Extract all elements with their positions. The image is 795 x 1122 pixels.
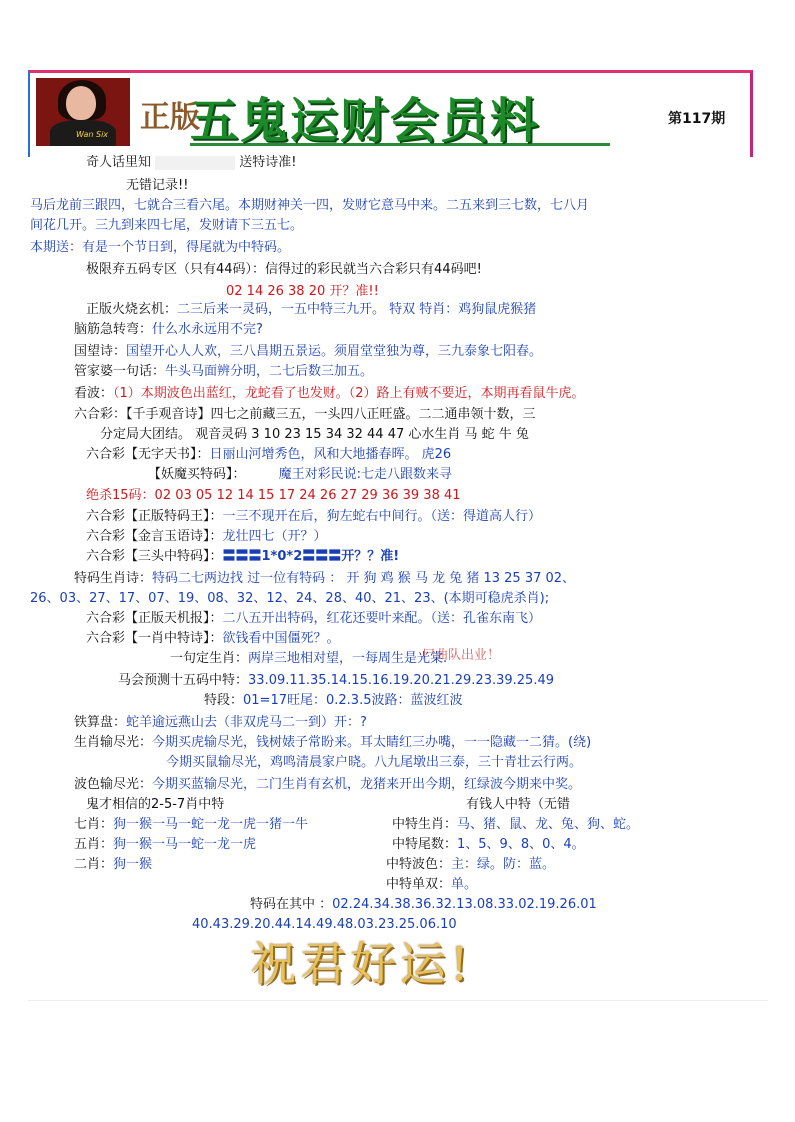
line-32a: 鬼才相信的2-5-7肖中特 xyxy=(86,797,225,812)
line-3: 马后龙前三跟四，七就合三看六尾。本期财神关一四，发财它意马中来。二五来到三七数，七八月 xyxy=(30,198,590,213)
line-15: 六合彩【无字天书】：日丽山河增秀色，风和大地播春晖。 虎26 xyxy=(86,447,452,462)
line-25: 一句定生肖：两岸三地相对望，一每周生是光棠. xyxy=(170,651,448,666)
line-7: 02 14 26 38 20 开？准!! xyxy=(226,284,379,299)
member-photo xyxy=(36,78,130,146)
red-smear-text: 尸曲队出业！ xyxy=(422,648,501,663)
line-21: 特码生肖诗：特码二七两边找 过一位有特码 ： 开 狗 鸡 猴 马 龙 兔 猪 13 25 37 02、 xyxy=(74,571,576,586)
footer-divider xyxy=(28,1000,768,1001)
line-5: 本期送：有是一个节日到，得尾就为中特码。 xyxy=(30,240,291,255)
line-34-left: 五肖：狗一猴一马一蛇一龙一虎 xyxy=(74,837,257,852)
line-9: 脑筋急转弯：什么水永远用不完? xyxy=(74,322,263,337)
line-26: 马会预测十五码中特：33.09.11.35.14.15.16.19.20.21.29.23.39.25.49 xyxy=(118,673,554,688)
line-1: 奇人话里知 送特诗准! xyxy=(86,155,297,170)
line-29: 生肖输尽光：今期买虎输尽光，钱树婊子常盼来。耳太睛红三办嘴，一一隐藏一二猜。(绕) xyxy=(74,735,592,750)
line-16: 【妖魔买特码】： 魔王对彩民说:七走八跟数来寻 xyxy=(148,467,452,482)
line-8: 正版火烧玄机：二三后来一灵码，一五中特三九开。 特双 特肖：鸡狗鼠虎猴猪 xyxy=(86,302,537,317)
line-31: 波色输尽光：今期买蓝输尽光，二门生肖有玄机，龙猪来开出今期，红绿波今期来中奖。 xyxy=(74,777,582,792)
line-17: 绝杀15码：02 03 05 12 14 15 17 24 26 27 29 36 39 38 41 xyxy=(86,488,461,503)
line-32b: 有钱人中特（无错 xyxy=(466,797,571,812)
line-37: 特码在其中 ：02.24.34.38.36.32.13.08.33.02.19.26.01 xyxy=(250,897,597,912)
good-luck-blessing: 祝君好运! xyxy=(250,937,473,991)
photo-caption: Wan Six xyxy=(76,130,109,139)
line-6: 极限弃五码专区（只有44码）：信得过的彩民就当六合彩只有44码吧! xyxy=(86,262,482,277)
line-34-right: 中特尾数：1、5、9、8、0、4。 xyxy=(392,837,585,852)
line-10: 国望诗：国望开心人人欢，三八昌期五景运。须眉堂堂独为尊，三九泰象七阳春。 xyxy=(74,344,543,359)
line-20: 六合彩【三头中特码】：〓〓〓1*0*2〓〓〓开？？准! xyxy=(86,549,400,564)
line-24: 六合彩【一肖中特诗】：欲钱看中国僵死？。 xyxy=(86,631,340,646)
line-38: 40.43.29.20.44.14.49.48.03.23.25.06.10 xyxy=(192,917,457,932)
line-23: 六合彩【正版天机报】：二八五开出特码，红花还要叶来配。（送：孔雀东南飞） xyxy=(86,611,542,626)
line-36: 中特单双：单。 xyxy=(386,877,478,892)
line-14: 分定局大团结。 观音灵码 3 10 23 15 34 32 44 47 心水生肖 马 蛇 牛 兔 xyxy=(100,427,529,442)
line-35-right: 中特波色：主：绿。防：蓝。 xyxy=(386,857,556,872)
page-title: 五鬼运财会员料 xyxy=(190,93,541,149)
redacted-blank xyxy=(155,156,235,170)
issue-number: 第117期 xyxy=(668,111,726,127)
line-28: 铁算盘：蛇羊逾远燕山去（非双虎马二一到）开：? xyxy=(74,715,367,730)
line-13: 六合彩：【千手观音诗】四七之前藏三五，一头四八正旺盛。二二通串领十数，三 xyxy=(74,407,536,422)
line-30: 今期买鼠输尽光，鸡鸣清晨家户晓。八九尾墩出三泰，三十青壮云行两。 xyxy=(166,755,583,770)
line-33-left: 七肖：狗一猴一马一蛇一龙一虎一猪一牛 xyxy=(74,817,309,832)
line-19: 六合彩【金言玉语诗】：龙壮四七（开？） xyxy=(86,529,327,544)
line-35-left: 二肖：狗一猴 xyxy=(74,857,153,872)
line-12: 看波：（1）本期波色出蓝红，龙蛇看了也发财。（2）路上有贼不要近，本期再看鼠牛虎。 xyxy=(74,386,585,401)
line-22: 26、03、27、17、07、19、08、32、12、24、28、40、21、23、(本期可稳虎杀肖); xyxy=(30,591,550,606)
seal-mark: 正版 xyxy=(140,100,200,135)
line-33-right: 中特生肖：马、猪、鼠、龙、兔、狗、蛇。 xyxy=(392,817,640,832)
line-2: 无错记录!! xyxy=(126,178,189,193)
line-18: 六合彩【正版特码王】：一三不现开在后，狗左蛇右中间行。（送：得道高人行） xyxy=(86,509,542,524)
line-11: 管家婆一句话：牛头马面辨分明，二七后数三加五。 xyxy=(74,364,374,379)
line-4: 间花几开。三九到来四七尾，发财请下三五七。 xyxy=(30,218,304,233)
line-27: 特段：01=17旺尾：0.2.3.5波路：蓝波红波 xyxy=(204,693,463,708)
